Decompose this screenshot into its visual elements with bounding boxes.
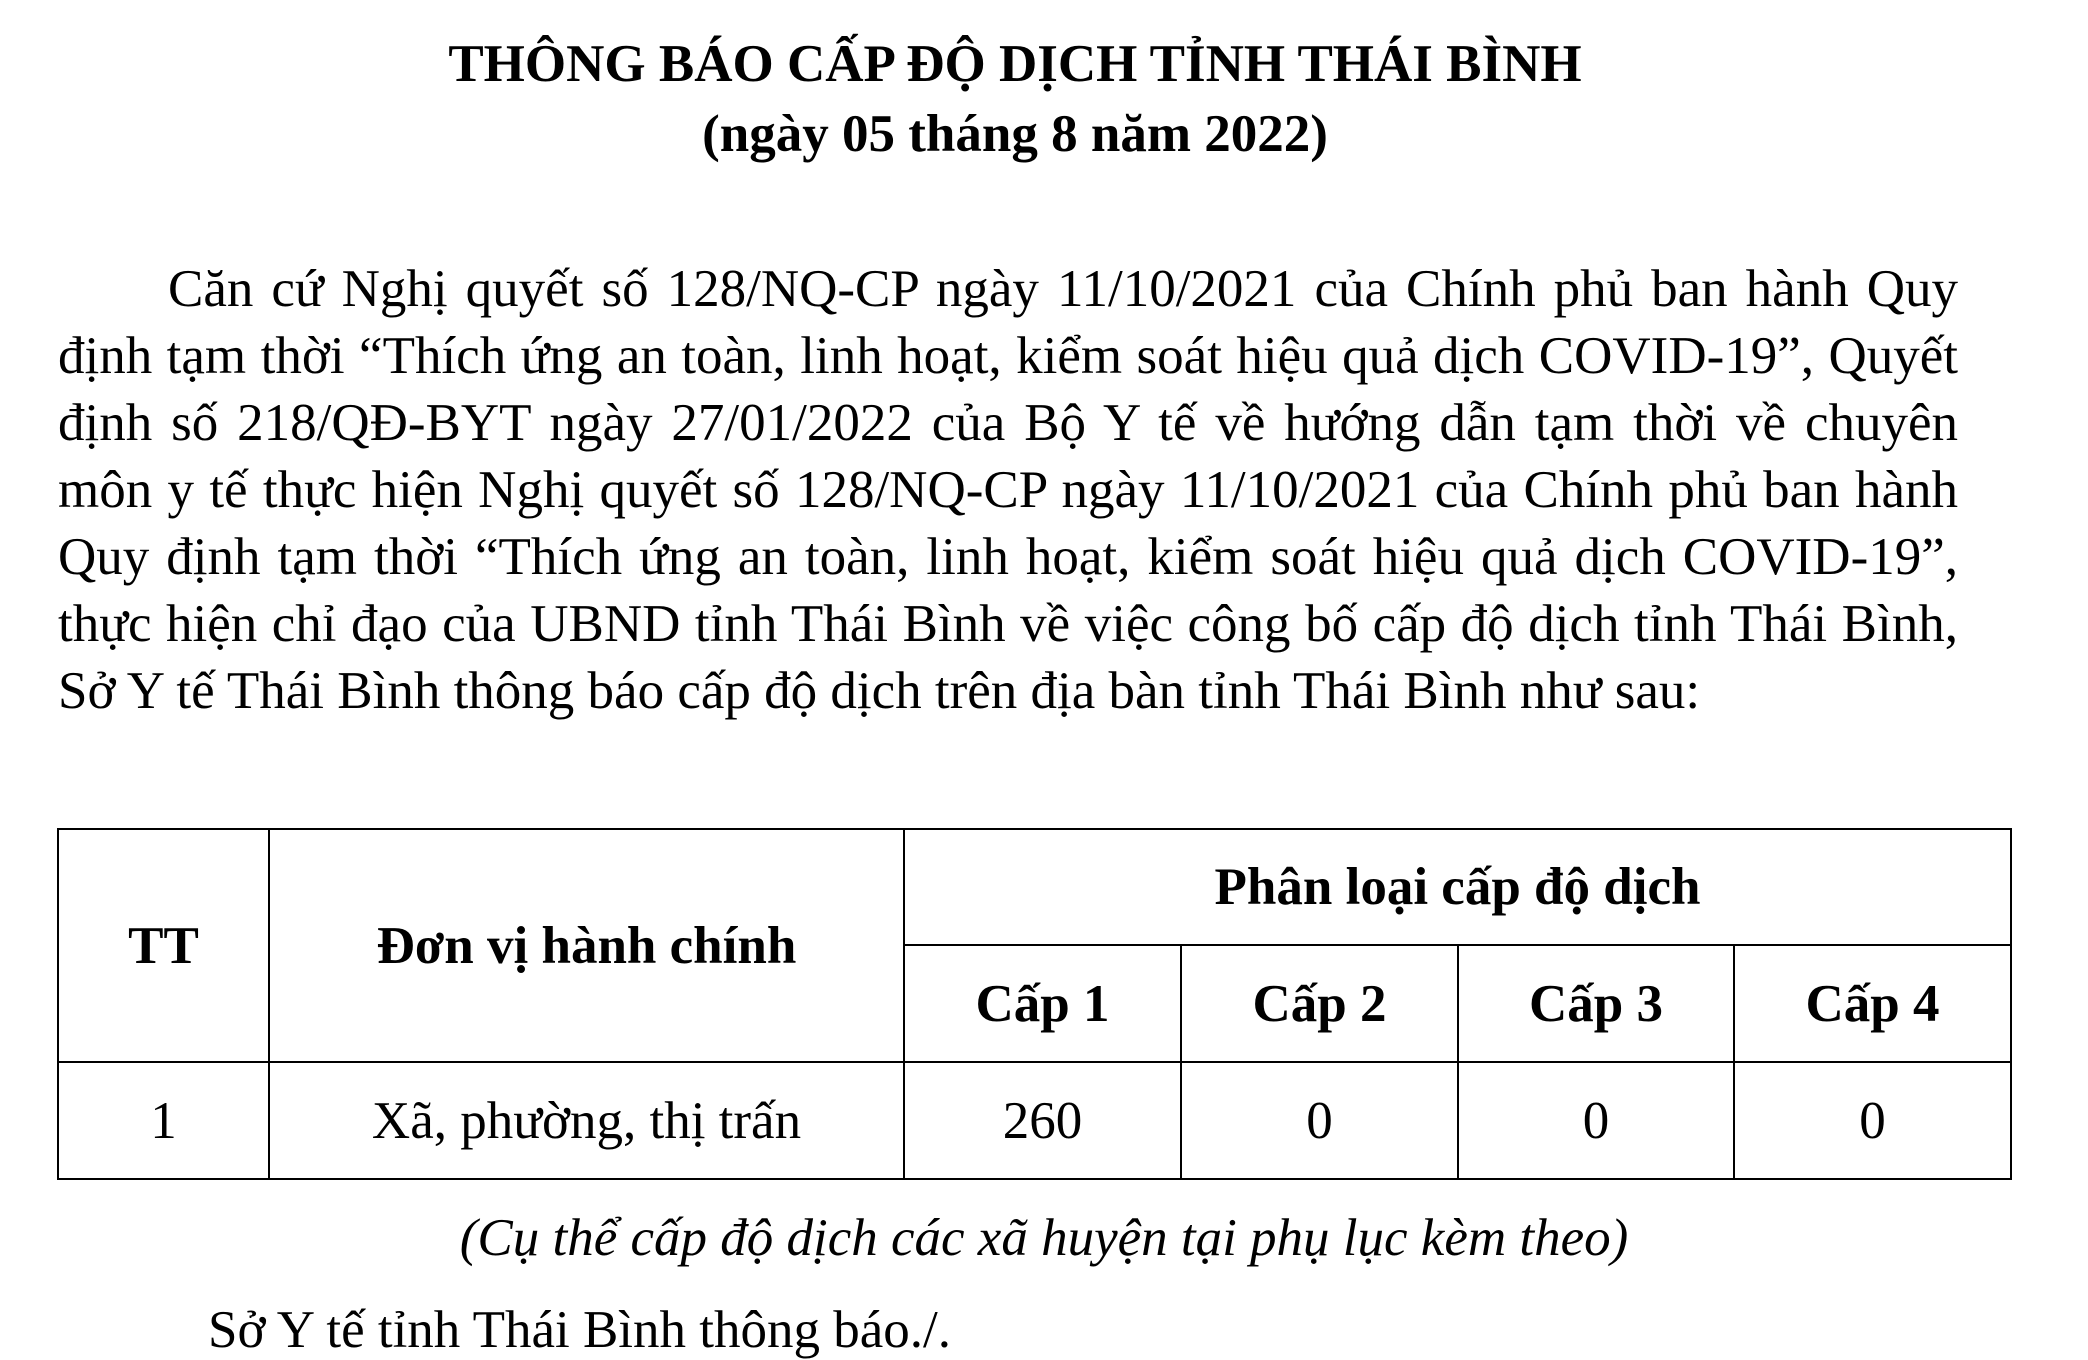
column-header-level-2: Cấp 2 xyxy=(1181,945,1458,1062)
cell-level-2: 0 xyxy=(1181,1062,1458,1179)
epidemic-level-table xyxy=(57,828,2012,1180)
appendix-note: (Cụ thể cấp độ dịch các xã huyện tại phụ lục kèm theo) xyxy=(459,1209,1629,1267)
table-row xyxy=(58,1062,2011,1179)
closing-line: Sở Y tế tỉnh Thái Bình thông báo./. xyxy=(208,1301,952,1359)
document-date: (ngày 05 tháng 8 năm 2022) xyxy=(702,105,1328,163)
cell-level-3: 0 xyxy=(1458,1062,1734,1179)
column-header-level-group: Phân loại cấp độ dịch xyxy=(904,829,2011,945)
column-header-unit: Đơn vị hành chính xyxy=(269,829,904,1062)
document-title: THÔNG BÁO CẤP ĐỘ DỊCH TỈNH THÁI BÌNH xyxy=(448,35,1582,93)
cell-unit: Xã, phường, thị trấn xyxy=(269,1062,904,1179)
column-header-level-1: Cấp 1 xyxy=(904,945,1181,1062)
cell-level-4: 0 xyxy=(1734,1062,2011,1179)
column-header-level-3: Cấp 3 xyxy=(1458,945,1734,1062)
cell-tt: 1 xyxy=(58,1062,269,1179)
legal-basis-paragraph: Căn cứ Nghị quyết số 128/NQ-CP ngày 11/10/2021 của Chính phủ ban hành Quy định tạm thời “Thích ứng an toàn, linh hoạt, kiểm soát hiệu quả dịch COVID-19”, Quyết định số 218/QĐ-BYT ngày 27/01/2022 của Bộ Y tế về hướng dẫn tạm thời về chuyên môn y tế thực hiện Nghị quyết số 128/NQ-CP ngày 11/10/2021 của Chính phủ ban hành Quy định tạm thời “Thích ứng an toàn, linh hoạt, kiểm soát hiệu quả dịch COVID-19”, thực hiện chỉ đạo của UBND tỉnh Thái Bình về việc công bố cấp độ dịch tỉnh Thái Bình, Sở Y tế Thái Bình thông báo cấp độ dịch trên địa bàn tỉnh Thái Bình như sau: xyxy=(58,260,1958,720)
column-header-level-4: Cấp 4 xyxy=(1734,945,2011,1062)
column-header-tt: TT xyxy=(58,829,269,1062)
cell-level-1: 260 xyxy=(904,1062,1181,1179)
table-header-row xyxy=(58,829,2011,945)
